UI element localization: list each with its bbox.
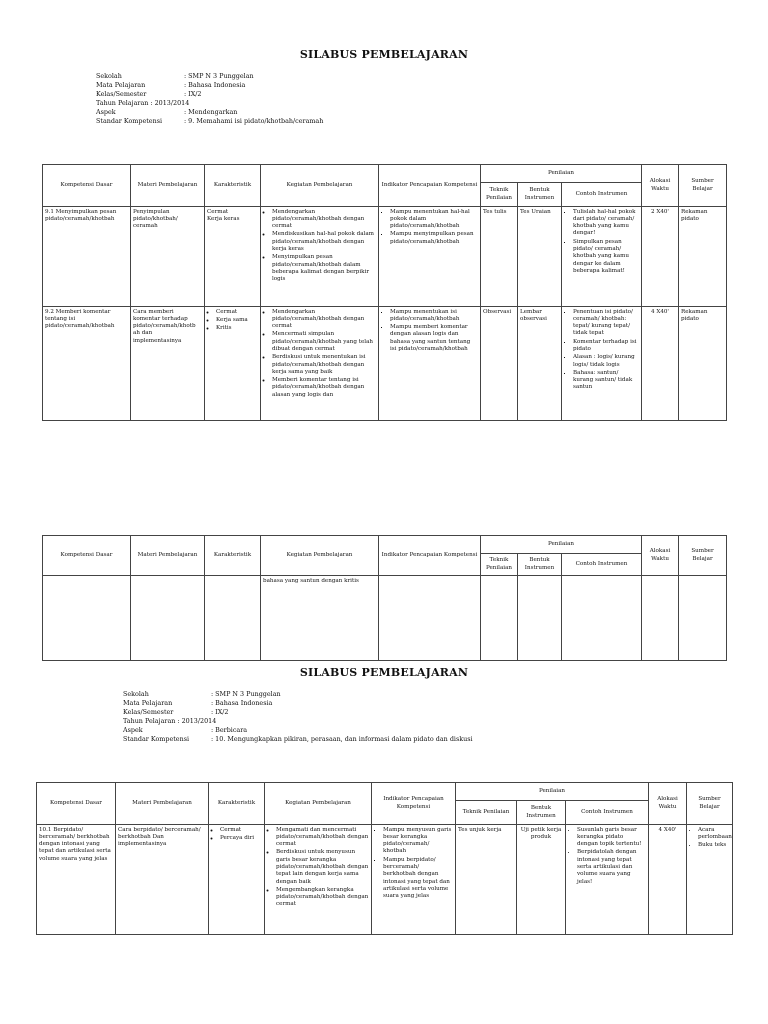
list-item: ▪ Mampu berpidato/ berceramah/ berkhotbah dengan intonasi yang tepat dan artikulasi serta volume suara yang jelas xyxy=(383,857,453,901)
list-item: ◦ Memberi komentar tentang isi pidato/ceramah/khotbah dengan alasan yang logis dan xyxy=(272,377,376,399)
cell-kegiatan xyxy=(261,207,379,307)
meta-key: Kelas/Semester xyxy=(96,90,147,98)
cell-materi xyxy=(131,576,205,661)
header-penilaian: Penilaian xyxy=(481,165,642,183)
list-item: ◦ Berdiskusi untuk menentukan isi pidato/ceramah/khotbah dengan kerja sama yang baik xyxy=(272,354,376,376)
list-item: ◦ Mendengarkan pidato/ceramah/khotbah dengan cermat xyxy=(272,309,376,331)
karakter-item: Kerja keras xyxy=(207,215,240,222)
list-item: ▪ Bahasa: santun/ kurang santun/ tidak santun xyxy=(573,370,639,392)
syllabus-table-1 xyxy=(42,164,727,421)
list-item: ◦ Mendiskusikan hal-hal pokok dalam pidato/ceramah/khotbah dengan kerja keras xyxy=(272,231,376,253)
cell-teknik: Observasi xyxy=(481,307,518,421)
meta-key: Mata Pelajaran xyxy=(123,699,173,707)
header-indikator: Indikator Pencapaian Kompetensi xyxy=(379,165,481,207)
cell-kd xyxy=(43,576,131,661)
header-kompetensi-dasar: Kompetensi Dasar xyxy=(37,783,116,825)
page-title-2: SILABUS PEMBELAJARAN xyxy=(299,666,469,679)
header-alokasi: Alokasi Waktu xyxy=(642,165,679,207)
meta-value: : IX/2 xyxy=(184,90,202,98)
header-alokasi: Alokasi Waktu xyxy=(642,536,679,576)
cell-contoh xyxy=(562,207,642,307)
list-item: ◦ Percaya diri xyxy=(220,835,262,842)
cell-sumber xyxy=(687,825,733,935)
list-item: ▪ Penentuan isi pidato/ ceramah/ khotbah: tepat/ kurang tepat/ tidak tepat xyxy=(573,309,639,338)
cell-bentuk: Tes Uraian xyxy=(518,207,562,307)
header-bentuk: Bentuk Instrumen xyxy=(517,801,566,825)
header-materi: Materi Pembelajaran xyxy=(131,165,205,207)
list-item: • Susunlah garis besar kerangka pidato dengan topik tertentu! xyxy=(577,827,646,849)
cell-karakter xyxy=(205,576,261,661)
list-item: • Acara perlombaan xyxy=(698,827,730,842)
cell-indikator xyxy=(379,576,481,661)
cell-teknik: Tes unjuk kerja xyxy=(456,825,517,935)
cell-karakter xyxy=(205,207,261,307)
header-karakteristik: Karakteristik xyxy=(205,165,261,207)
header-sumber: Sumber Belajar xyxy=(679,536,727,576)
cell-karakter xyxy=(205,307,261,421)
meta-value: : Mendengarkan xyxy=(184,108,238,116)
meta-value: : Bahasa Indonesia xyxy=(211,699,273,707)
list-item: ◦ Berdiskusi untuk menyusun garis besar kerangka pidato/ceramah/khotbah dengan tepat lain dengan kerja sama dengan baik xyxy=(276,849,369,885)
page-title-1: SILABUS PEMBELAJARAN xyxy=(299,48,469,61)
header-kegiatan: Kegiatan Pembelajaran xyxy=(261,536,379,576)
cell-sumber: Rekaman pidato xyxy=(679,207,727,307)
header-contoh: Contoh Instrumen xyxy=(562,554,642,576)
cell-sumber: Rekaman pidato xyxy=(679,307,727,421)
header-indikator: Indikator Pencapaian Kompetensi xyxy=(379,536,481,576)
cell-alokasi: 4 X40' xyxy=(642,307,679,421)
cell-alokasi: 4 X40' xyxy=(649,825,687,935)
continuation-table xyxy=(42,535,727,661)
list-item: ▪ Mampu menyimpulkan pesan pidato/ceramah/khotbah xyxy=(390,231,478,246)
meta-block-1 xyxy=(96,72,323,126)
karakter-item: Cermat xyxy=(207,208,229,215)
header-karakteristik: Karakteristik xyxy=(209,783,265,825)
cell-contoh xyxy=(562,307,642,421)
header-indikator: Indikator Pencapaian Kompetensi xyxy=(372,783,456,825)
table-row xyxy=(43,307,727,421)
cell-bentuk xyxy=(518,576,562,661)
meta-key: Standar Kompetensi xyxy=(96,117,163,125)
meta-value: : Berbicara xyxy=(211,726,248,734)
cell-kegiatan xyxy=(265,825,372,935)
header-sumber: Sumber Belajar xyxy=(679,165,727,207)
header-materi: Materi Pembelajaran xyxy=(116,783,209,825)
cell-kegiatan xyxy=(261,307,379,421)
list-item: ◦ Mendengarkan pidato/ceramah/khotbah dengan cermat xyxy=(272,209,376,231)
cell-karakter xyxy=(209,825,265,935)
cell-contoh xyxy=(566,825,649,935)
cell-contoh xyxy=(562,576,642,661)
header-sumber: Sumber Belajar xyxy=(687,783,733,825)
cell-bentuk: Lembar observasi xyxy=(518,307,562,421)
cell-kd: 9.1 Menyimpulkan pesan pidato/ceramah/khotbah xyxy=(43,207,131,307)
list-item: ◦ Kerja sama xyxy=(216,317,258,324)
meta-value: : SMP N 3 Punggelan xyxy=(211,690,281,698)
list-item: ◦ Cermat xyxy=(220,827,262,834)
list-item: ▪ Tulislah hal-hal pokok dari pidato/ ceramah/ khotbah yang kamu dengar! xyxy=(573,209,639,238)
table-row xyxy=(43,576,727,661)
header-alokasi: Alokasi Waktu xyxy=(649,783,687,825)
cell-kd: 10.1 Berpidato/ berceramah/ berkhotbah dengan intonasi yang tepat dan artikulasi serta volume suara yang jelas xyxy=(37,825,116,935)
header-materi: Materi Pembelajaran xyxy=(131,536,205,576)
cell-indikator xyxy=(379,207,481,307)
cell-kd: 9.2 Memberi komentar tentang isi pidato/ceramah/khotbah xyxy=(43,307,131,421)
list-item: ▪ Mampu menentukan hal-hal pokok dalam pidato/ceramah/khotbah xyxy=(390,209,478,231)
meta-value: : 9. Memahami isi pidato/khotbah/ceramah xyxy=(184,117,324,125)
header-kegiatan: Kegiatan Pembelajaran xyxy=(265,783,372,825)
header-contoh: Contoh Instrumen xyxy=(562,183,642,207)
meta-value: : IX/2 xyxy=(211,708,229,716)
header-teknik: Teknik Penilaian xyxy=(481,554,518,576)
cell-bentuk: Uji petik kerja produk xyxy=(517,825,566,935)
cell-sumber xyxy=(679,576,727,661)
header-kompetensi-dasar: Kompetensi Dasar xyxy=(43,536,131,576)
cell-teknik: Tes tulis xyxy=(481,207,518,307)
list-item: ▪ Mampu menyusun garis besar kerangka pidato/ceramah/ khotbah xyxy=(383,827,453,856)
meta-key: Standar Kompetensi xyxy=(123,735,190,743)
list-item: ◦ Mencermati simpulan pidato/ceramah/khotbah yang telah dibuat dengan cermat xyxy=(272,331,376,353)
meta-key: Aspek xyxy=(123,726,143,734)
header-kegiatan: Kegiatan Pembelajaran xyxy=(261,165,379,207)
cell-indikator xyxy=(379,307,481,421)
cell-alokasi: 2 X40' xyxy=(642,207,679,307)
list-item: • Berpidatolah dengan intonasi yang tepat serta artikulasi dan volume suara yang jelas! xyxy=(577,849,646,885)
meta-value: : SMP N 3 Punggelan xyxy=(184,72,254,80)
cell-materi: Cara memberi komentar terhadap pidato/ceramah/khotb ah dan implementasinya xyxy=(131,307,205,421)
header-bentuk: Bentuk Instrumen xyxy=(518,183,562,207)
meta-key: Tahun Pelajaran : 2013/2014 xyxy=(123,717,217,725)
meta-key: Aspek xyxy=(96,108,116,116)
cell-materi: Penyimpulan pidato/khotbah/ ceramah xyxy=(131,207,205,307)
list-item: ◦ Mengembangkan kerangka pidato/ceramah/khotbah dengan cermat xyxy=(276,887,369,909)
meta-value: : 10. Mengungkapkan pikiran, perasaan, dan informasi dalam pidato dan diskusi xyxy=(211,735,473,743)
cell-alokasi xyxy=(642,576,679,661)
list-item: ◦ Menyimpulkan pesan pidato/ceramah/khotbah dalam beberapa kalimat dengan berpikir logis xyxy=(272,254,376,283)
header-contoh: Contoh Instrumen xyxy=(566,801,649,825)
list-item: • Buku teks xyxy=(698,842,730,849)
header-kompetensi-dasar: Kompetensi Dasar xyxy=(43,165,131,207)
header-bentuk: Bentuk Instrumen xyxy=(518,554,562,576)
table-row xyxy=(43,207,727,307)
syllabus-table-2 xyxy=(36,782,733,935)
list-item: ▪ Komentar terhadap isi pidato xyxy=(573,339,639,354)
list-item: ◦ Mengamati dan mencermati pidato/ceramah/khotbah dengan cermat xyxy=(276,827,369,849)
list-item: ◦ Kritis xyxy=(216,325,258,332)
header-penilaian: Penilaian xyxy=(481,536,642,554)
meta-value: : Bahasa Indonesia xyxy=(184,81,246,89)
meta-key: Kelas/Semester xyxy=(123,708,174,716)
list-item: ▪ Mampu menentukan isi pidato/ceramah/khotbah xyxy=(390,309,478,324)
list-item: ▪ Simpulkan pesan pidato/ ceramah/ khotbah yang kamu dengar ke dalam beberapa kalimat! xyxy=(573,239,639,275)
meta-key: Tahun Pelajaran : 2013/2014 xyxy=(96,99,190,107)
table-row xyxy=(37,825,733,935)
cell-indikator xyxy=(372,825,456,935)
meta-block-2 xyxy=(123,690,473,744)
list-item: ▪ Mampu memberi komentar dengan alasan logis dan bahasa yang santun tentang isi pidato/ceramah/khotbah xyxy=(390,324,478,353)
header-teknik: Teknik Penilaian xyxy=(481,183,518,207)
meta-key: Sekolah xyxy=(96,72,122,80)
list-item: ▪ Alasan : logis/ kurang logis/ tidak logis xyxy=(573,354,639,369)
header-teknik: Teknik Penilaian xyxy=(456,801,517,825)
cell-teknik xyxy=(481,576,518,661)
header-penilaian: Penilaian xyxy=(456,783,649,801)
meta-key: Sekolah xyxy=(123,690,149,698)
meta-key: Mata Pelajaran xyxy=(96,81,146,89)
header-karakteristik: Karakteristik xyxy=(205,536,261,576)
list-item: ◦ Cermat xyxy=(216,309,258,316)
cell-kegiatan: bahasa yang santun dengan kritis xyxy=(261,576,379,661)
cell-materi: Cara berpidato/ berceramah/ berkhotbah Dan implementasinya xyxy=(116,825,209,935)
